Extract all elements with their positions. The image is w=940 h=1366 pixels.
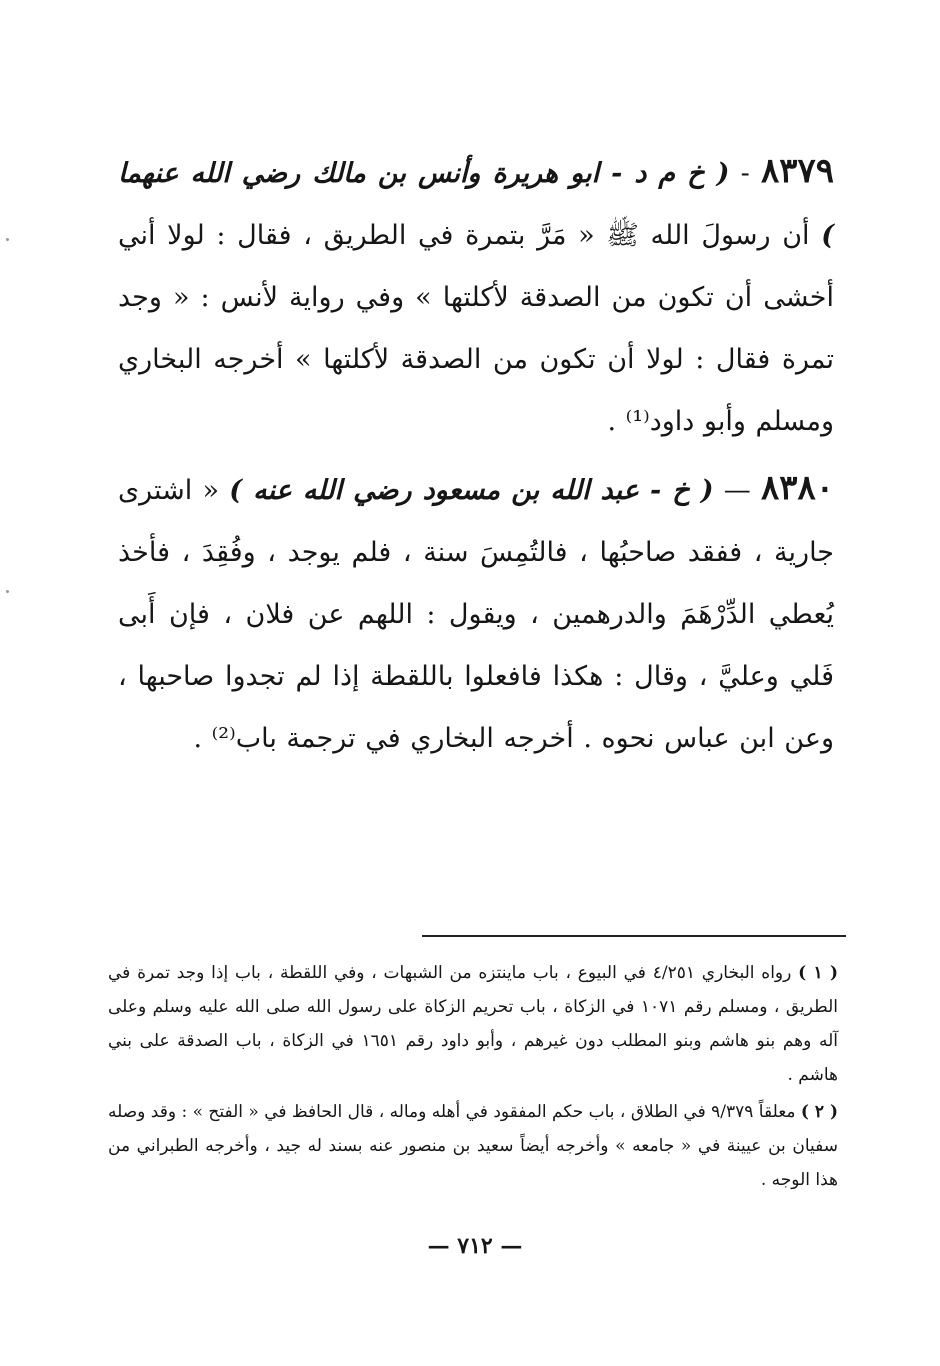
- footnote-number: ( ١ ): [798, 963, 838, 983]
- dash: -: [729, 158, 750, 189]
- hadith-number: ٨٣٧٩: [760, 151, 834, 191]
- footnote-divider: [422, 935, 846, 937]
- hadith-source: ( خ - عبد الله بن مسعود رضي الله عنه ): [229, 475, 714, 506]
- hadith-paragraph: [118, 140, 834, 453]
- hadith-source: ( خ م د - ابو هريرة وأنس بن مالك رضي الله عنهما ): [118, 158, 834, 251]
- footnote: [108, 1095, 838, 1197]
- footnote: [108, 956, 838, 1092]
- footnotes: [108, 956, 838, 1200]
- footnote-text: معلقاً ٩/٣٧٩ في الطلاق ، باب حكم المفقود في أهله وماله ، قال الحافظ في « الفتح » : وقد وصله سفيان بن عيينة في « جامعه » وأخرجه أيضاً سعيد بن منصور عنه بسند له جيد ، وأخرجه الطبراني من هذا الوجه .: [108, 1102, 838, 1190]
- hadith-paragraph: [118, 457, 834, 770]
- hadith-text: أن رسولَ الله ﷺ « مَرَّ بتمرة في الطريق ، فقال : لولا أني أخشى أن تكون من الصدقة لأكلتها » وفي رواية لأنس : « وجد تمرة فقال : لولا أن تكون من الصدقة لأكلتها » أخرجه البخاري ومسلم وأبو داود⁽¹⁾ .: [118, 220, 834, 437]
- hadith-text: « اشترى جارية ، ففقد صاحبُها ، فالتُمِسَ سنة ، فلم يوجد ، وفُقِدَ ، فأخذ يُعطي الدِّرْهَمَ والدرهمين ، ويقول : اللهم عن فلان ، فإن أَبى فَلي وعليَّ ، وقال : هكذا فافعلوا باللقطة إذا لم تجدوا صاحبها ، وعن ابن عباس نحوه . أخرجه البخاري في ترجمة باب⁽²⁾ .: [118, 475, 834, 754]
- hadith-number: ٨٣٨٠: [760, 468, 834, 508]
- page-number: — ٧١٢ —: [427, 1233, 523, 1259]
- main-text: [118, 140, 834, 774]
- footnote-number: ( ٢ ): [800, 1102, 838, 1122]
- dash: —: [713, 475, 751, 506]
- margin-mark: [6, 238, 9, 241]
- margin-mark: [6, 590, 9, 593]
- footnote-text: رواه البخاري ٤/٢٥١ في البيوع ، باب ماينتزه من الشبهات ، وفي اللقطة ، باب إذا وجد تمرة في الطريق ، ومسلم رقم ١٠٧١ في الزكاة ، باب تحريم الزكاة على رسول الله صلى الله عليه وسلم وعلى آله وهم بنو هاشم وبنو المطلب دون غيرهم ، وأبو داود رقم ١٦٥١ في الزكاة ، باب الصدقة على بني هاشم .: [108, 963, 838, 1085]
